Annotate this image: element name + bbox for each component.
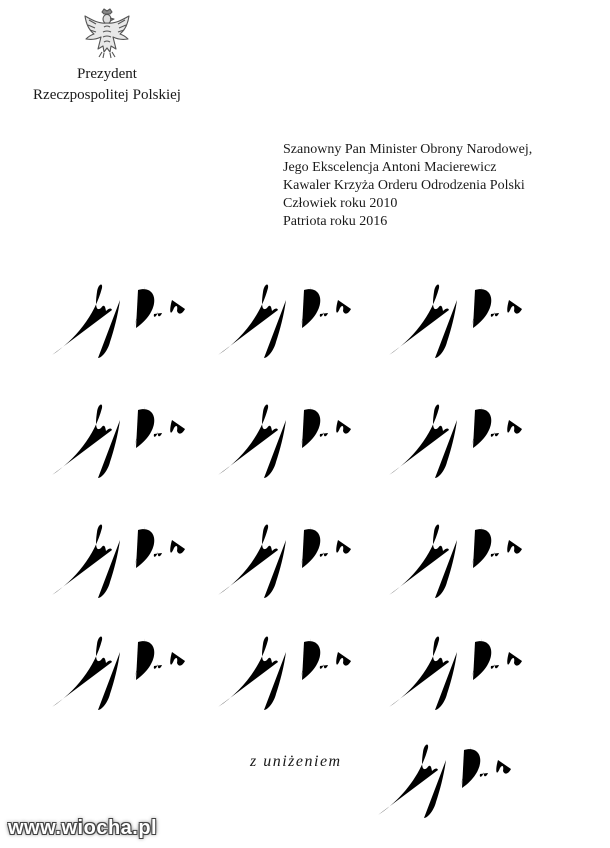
signature <box>387 632 537 712</box>
recipient-line-5: Patriota roku 2016 <box>283 214 388 229</box>
final-signature <box>376 740 526 820</box>
recipient-line-3: Kawaler Krzyża Orderu Odrodzenia Polski <box>283 178 525 193</box>
signature <box>387 280 537 360</box>
recipient-line-1: Szanowny Pan Minister Obrony Narodowej, <box>283 142 533 157</box>
presidential-office-title <box>0 64 214 106</box>
office-title-line-1: Prezydent <box>77 66 137 82</box>
signature <box>50 520 200 600</box>
white-eagle-emblem-icon <box>82 8 132 60</box>
closing-phrase: z uniżeniem <box>250 753 342 770</box>
signature <box>50 280 200 360</box>
signature <box>387 400 537 480</box>
watermark: www.wiocha.pl <box>8 817 158 839</box>
signature <box>216 520 366 600</box>
signature <box>50 400 200 480</box>
signature <box>387 520 537 600</box>
signature <box>50 632 200 712</box>
signature <box>216 400 366 480</box>
recipient-line-4: Człowiek roku 2010 <box>283 196 398 211</box>
signature <box>216 632 366 712</box>
recipient-line-2: Jego Ekscelencja Antoni Macierewicz <box>283 160 497 175</box>
office-title-line-2: Rzeczpospolitej Polskiej <box>33 87 181 103</box>
signature <box>216 280 366 360</box>
recipient-address-block <box>283 141 532 231</box>
